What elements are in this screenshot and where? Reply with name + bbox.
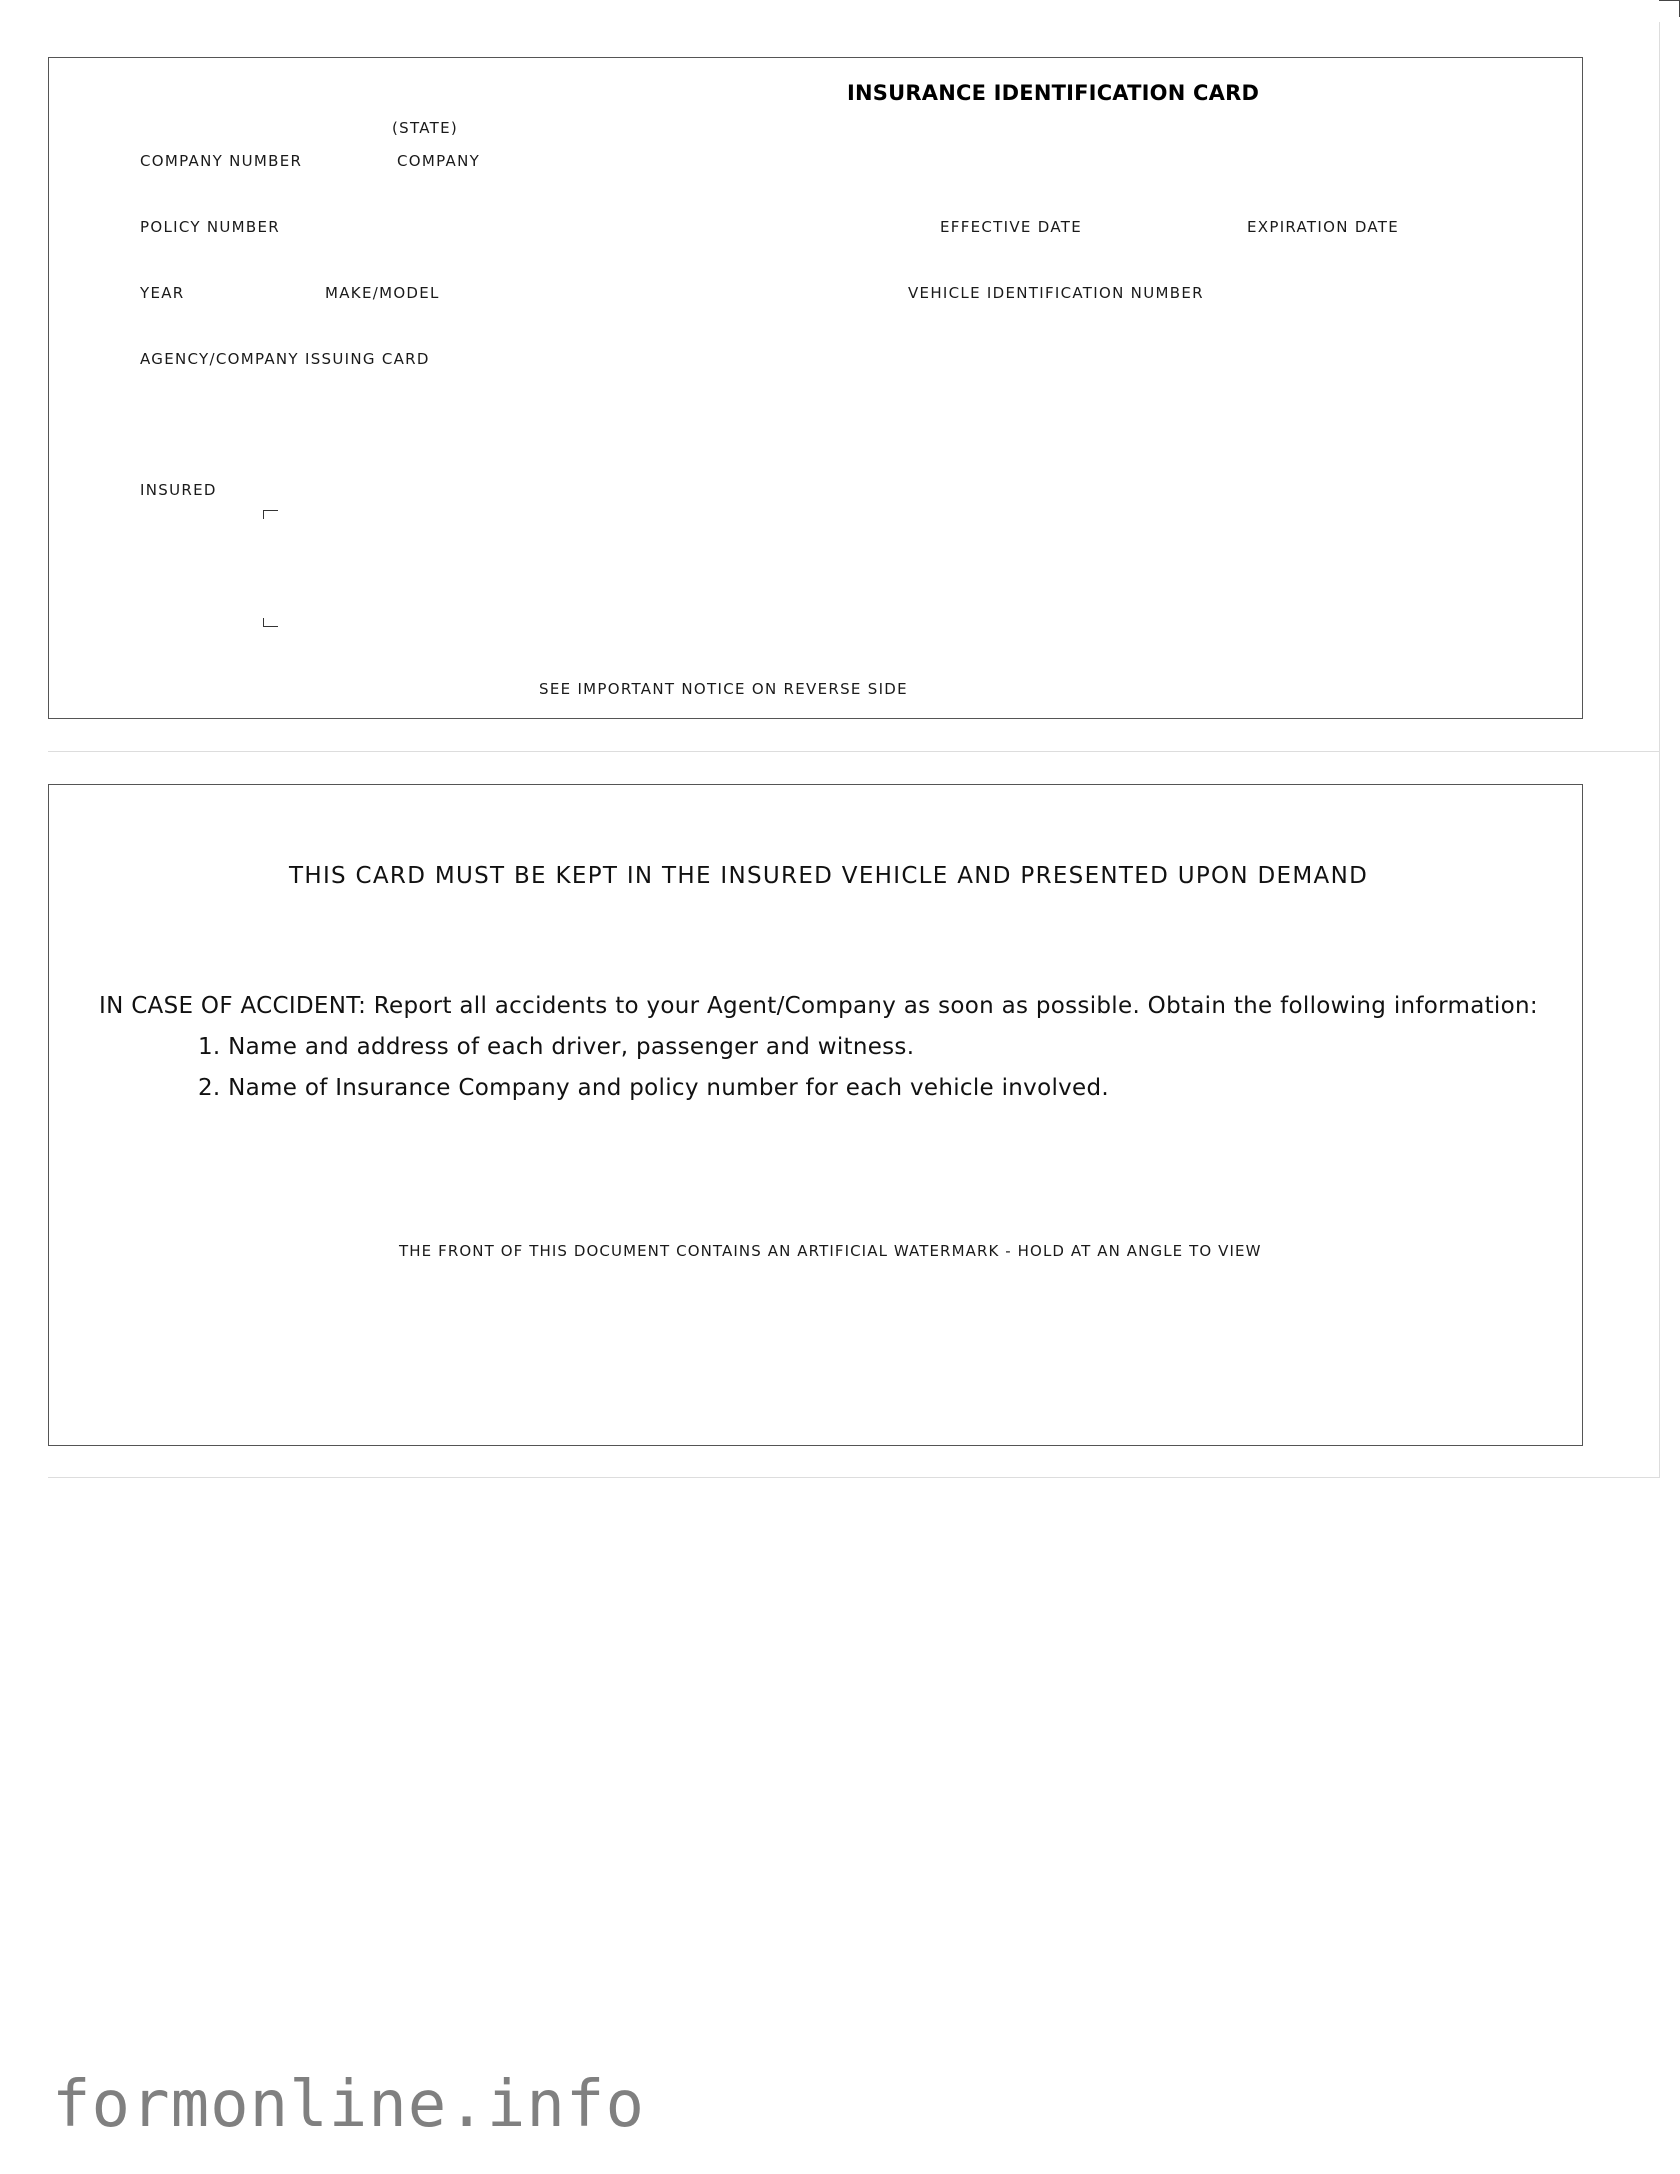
right-page-guide — [1659, 22, 1660, 1477]
vin-label: VEHICLE IDENTIFICATION NUMBER — [908, 284, 1204, 302]
effective-date-label: EFFECTIVE DATE — [940, 218, 1083, 236]
year-label: YEAR — [140, 284, 185, 302]
card-title: INSURANCE IDENTIFICATION CARD — [847, 81, 1260, 105]
demand-notice: THIS CARD MUST BE KEPT IN THE INSURED VEHICLE AND PRESENTED UPON DEMAND — [289, 863, 1369, 889]
company-number-label: COMPANY NUMBER — [140, 152, 303, 170]
policy-number-label: POLICY NUMBER — [140, 218, 281, 236]
make-model-label: MAKE/MODEL — [325, 284, 440, 302]
crop-mark-icon — [1659, 0, 1680, 17]
accident-item-1: 1. Name and address of each driver, passenger and witness. — [198, 1034, 915, 1060]
accident-item-2: 2. Name of Insurance Company and policy number for each vehicle involved. — [198, 1075, 1110, 1101]
bottom-separator-line — [48, 1477, 1660, 1478]
insured-label: INSURED — [140, 481, 217, 499]
card-separator-line — [48, 751, 1660, 752]
watermark-notice: THE FRONT OF THIS DOCUMENT CONTAINS AN ARTIFICIAL WATERMARK - HOLD AT AN ANGLE TO VIEW — [399, 1242, 1262, 1260]
address-window-bottom-corner — [263, 618, 278, 627]
company-label: COMPANY — [397, 152, 481, 170]
reverse-side-notice: SEE IMPORTANT NOTICE ON REVERSE SIDE — [539, 680, 908, 698]
site-watermark: formonline.info — [52, 2068, 645, 2142]
state-label: (STATE) — [392, 119, 459, 137]
expiration-date-label: EXPIRATION DATE — [1247, 218, 1400, 236]
address-window-top-corner — [263, 510, 278, 519]
id-card-back — [48, 784, 1583, 1446]
accident-instructions: IN CASE OF ACCIDENT: Report all accidents to your Agent/Company as soon as possible. Obtain the following information: — [99, 993, 1538, 1019]
agency-label: AGENCY/COMPANY ISSUING CARD — [140, 350, 430, 368]
id-card-front — [48, 57, 1583, 719]
